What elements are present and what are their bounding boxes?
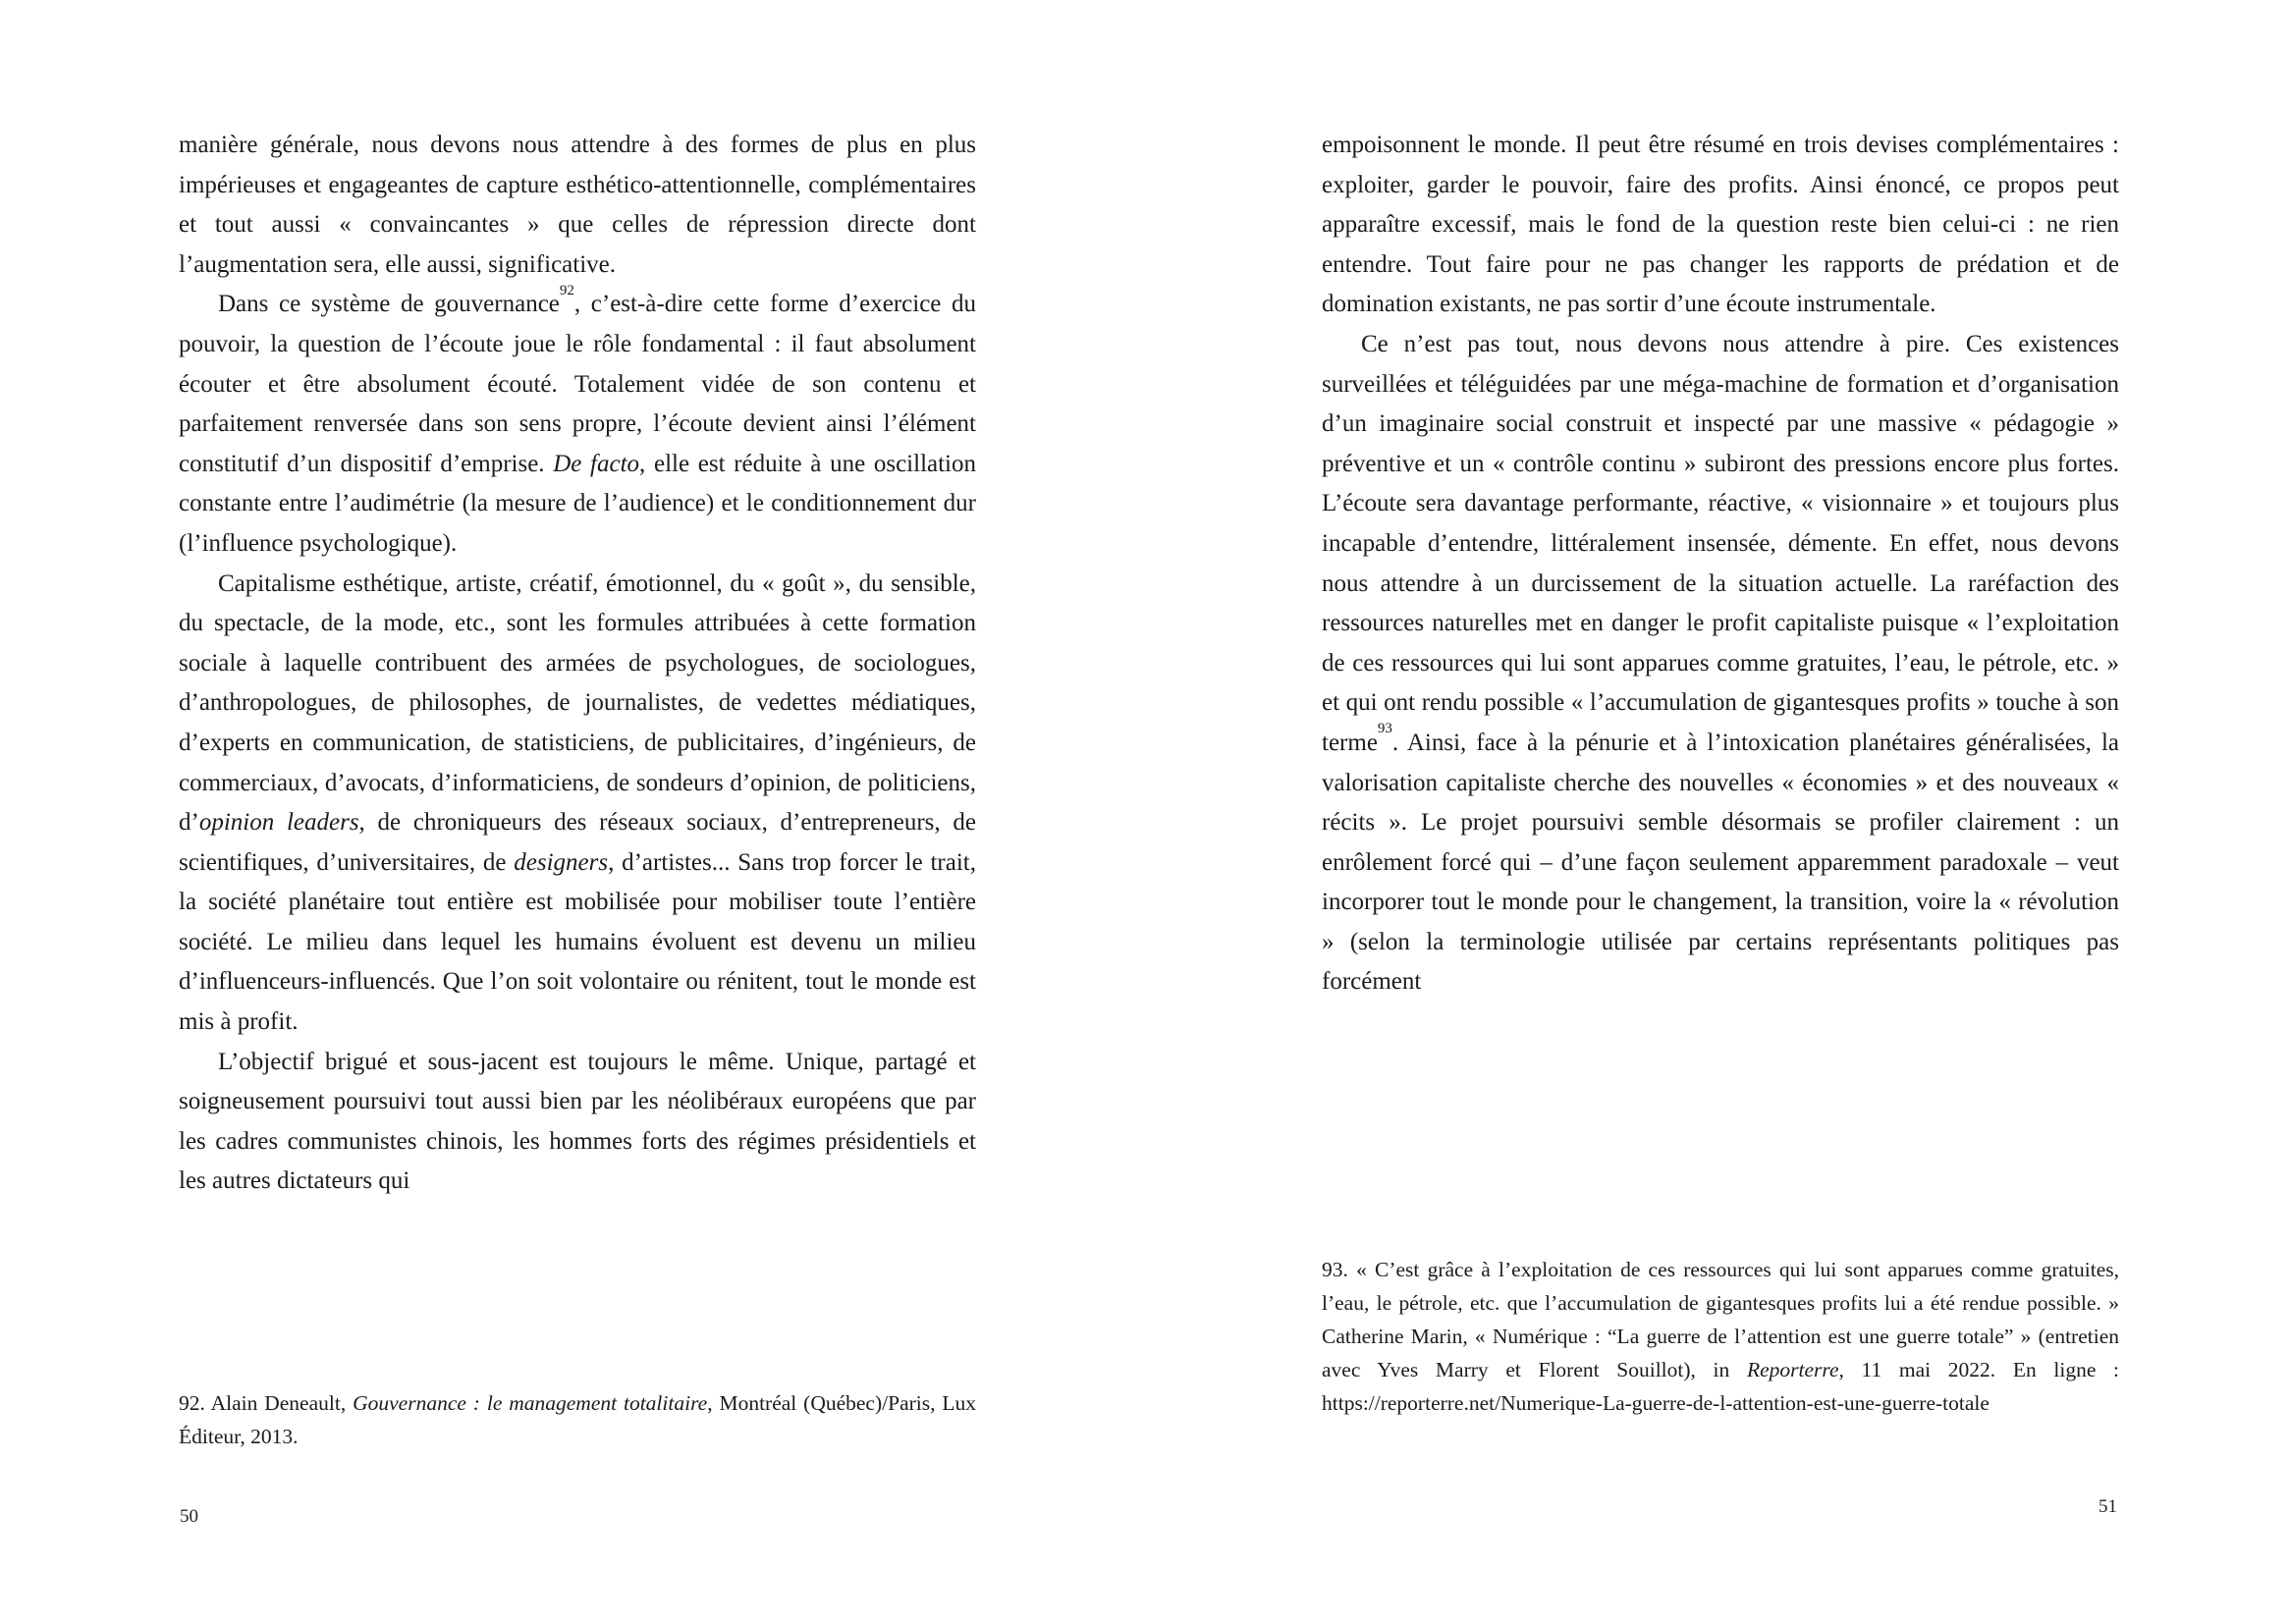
text-run: manière générale, nous devons nous attendre à des formes de plus en plus impérieuses et engageantes de capture esthético-attentionnelle, complémentaires et tout aussi « convaincantes » que celles de répression directe dont l’augmentation sera, elle aussi, significative. — [179, 132, 976, 278]
text-run: , de chroniqueurs des réseaux sociaux, d’entrepreneurs, de scientifiques, d’universitaires, de — [179, 809, 976, 876]
text-run: Ce n’est pas tout, nous devons nous attendre à pire. Ces existences surveillées et téléguidées par une méga-machine de formation et d’organisation d’un imaginaire social construit et inspecté par une massive « pédagogie » préventive et un « contrôle continu » subiront des pressions encore plus fortes. L’écoute sera davantage performante, réactive, « visionnaire » et toujours plus incapable d’entendre, littéralement insensée, démente. En effet, nous devons nous attendre à un durcissement de la situation actuelle. La raréfaction des ressources naturelles met en danger le profit capitaliste puisque « l’exploitation de ces ressources qui lui sont apparues comme gratuites, l’eau, le pétrole, etc. » et qui ont rendu possible « l’accumulation de gigantesques profits » touche à son terme — [1322, 330, 2119, 756]
text-run: , d’artistes... Sans trop forcer le trait, la société planétaire tout entière est mobilisée pour mobiliser toute l’entière société. Le milieu dans lequel les humains évoluent est devenu un milieu d’influenceurs-influencés. Que l’on soit volontaire ou rénitent, tout le monde est mis à profit. — [179, 848, 976, 1036]
text-run: , 11 mai 2022. En ligne : https://reporterre.net/Numerique-La-guerre-de-l-attention-est-une-guerre-totale — [1322, 1358, 2119, 1415]
right-page-body — [1322, 126, 2119, 1002]
text-run: , Montréal (Québec)/Paris, Lux Éditeur, 2013. — [179, 1391, 977, 1448]
text-run: Capitalisme esthétique, artiste, créatif, émotionnel, du « goût », du sensible, du spectacle, de la mode, etc., sont les formules attribuées à cette formation sociale à laquelle contribuent des armées de psychologues, de sociologues, d’anthropologues, de philosophes, de journalistes, de vedettes médiatiques, d’experts en communication, de statisticiens, de publicitaires, d’ingénieurs, de commerciaux, d’avocats, d’informaticiens, de sondeurs d’opinion, de politiciens, d’ — [179, 569, 976, 837]
left-page-footnotes — [179, 1386, 976, 1453]
footnote-reference: 93 — [1377, 721, 1392, 737]
text-run: , c’est-à-dire cette forme d’exercice du pouvoir, la question de l’écoute joue le rôle fondamental : il faut absolument écouter et être absolument écouté. Totalement vidée de son contenu et parfaitement renversée dans son sens propre, l’écoute devient ainsi l’élément constitutif d’un dispositif d’emprise. — [179, 291, 977, 477]
italic-run: designers — [514, 848, 609, 876]
left-page-number: 50 — [180, 1506, 198, 1527]
paragraph — [179, 282, 977, 564]
italic-run: opinion leaders — [198, 809, 359, 837]
italic-run: Gouvernance : le management totalitaire — [353, 1391, 708, 1415]
italic-run: Reporterre — [1746, 1358, 1839, 1381]
text-run: Dans ce système de gouvernance — [218, 291, 560, 318]
text-run: 92. Alain Deneault, — [179, 1391, 354, 1415]
paragraph — [1322, 325, 2119, 1002]
footnote-reference: 92 — [559, 282, 574, 298]
text-run: . Ainsi, face à la pénurie et à l’intoxication planétaires généralisées, la valorisation capitaliste cherche des nouvelles « économies » et des nouveaux « récits ». Le projet poursuivi semble désormais se profiler clairement : un enrôlement forcé qui – d’une façon seulement apparemment paradoxale – veut incorporer tout le monde pour le changement, la transition, voire la « révolution » (selon la terminologie utilisée par certains représentants politiques pas forcément — [1322, 729, 2119, 996]
paragraph — [1322, 126, 2119, 325]
text-run: 93. « C’est grâce à l’exploitation de ces ressources qui lui sont apparues comme gratuites, l’eau, le pétrole, etc. que l’accumulation de gigantesques profits lui a été rendue possible. » Catherine Marin, « Numérique : “La guerre de l’attention est une guerre totale” » (entretien avec Yves Marry et Florent Souillot), in — [1322, 1258, 2119, 1381]
paragraph — [179, 565, 976, 1043]
right-page-number: 51 — [2098, 1496, 2117, 1517]
paragraph — [179, 1386, 976, 1453]
paragraph — [1322, 1253, 2119, 1420]
italic-run: De facto — [553, 450, 640, 477]
paragraph — [179, 126, 976, 285]
paragraph — [179, 1043, 976, 1202]
text-run: L’objectif brigué et sous-jacent est toujours le même. Unique, partagé et soigneusement poursuivi tout aussi bien par les néolibéraux européens que par les cadres communistes chinois, les hommes forts des régimes présidentiels et les autres dictateurs qui — [179, 1048, 976, 1195]
text-run: , elle est réduite à une oscillation constante entre l’audimétrie (la mesure de l’audience) et le conditionnement dur (l’influence psychologique). — [179, 450, 977, 557]
text-run: empoisonnent le monde. Il peut être résumé en trois devises complémentaires : exploiter, garder le pouvoir, faire des profits. Ainsi énoncé, ce propos peut apparaître excessif, mais le fond de la question reste bien celui-ci : ne rien entendre. Tout faire pour ne pas changer les rapports de prédation et de domination existants, ne pas sortir d’une écoute instrumentale. — [1322, 132, 2119, 318]
right-page-footnotes — [1322, 1253, 2119, 1420]
left-page-body — [179, 126, 976, 1202]
